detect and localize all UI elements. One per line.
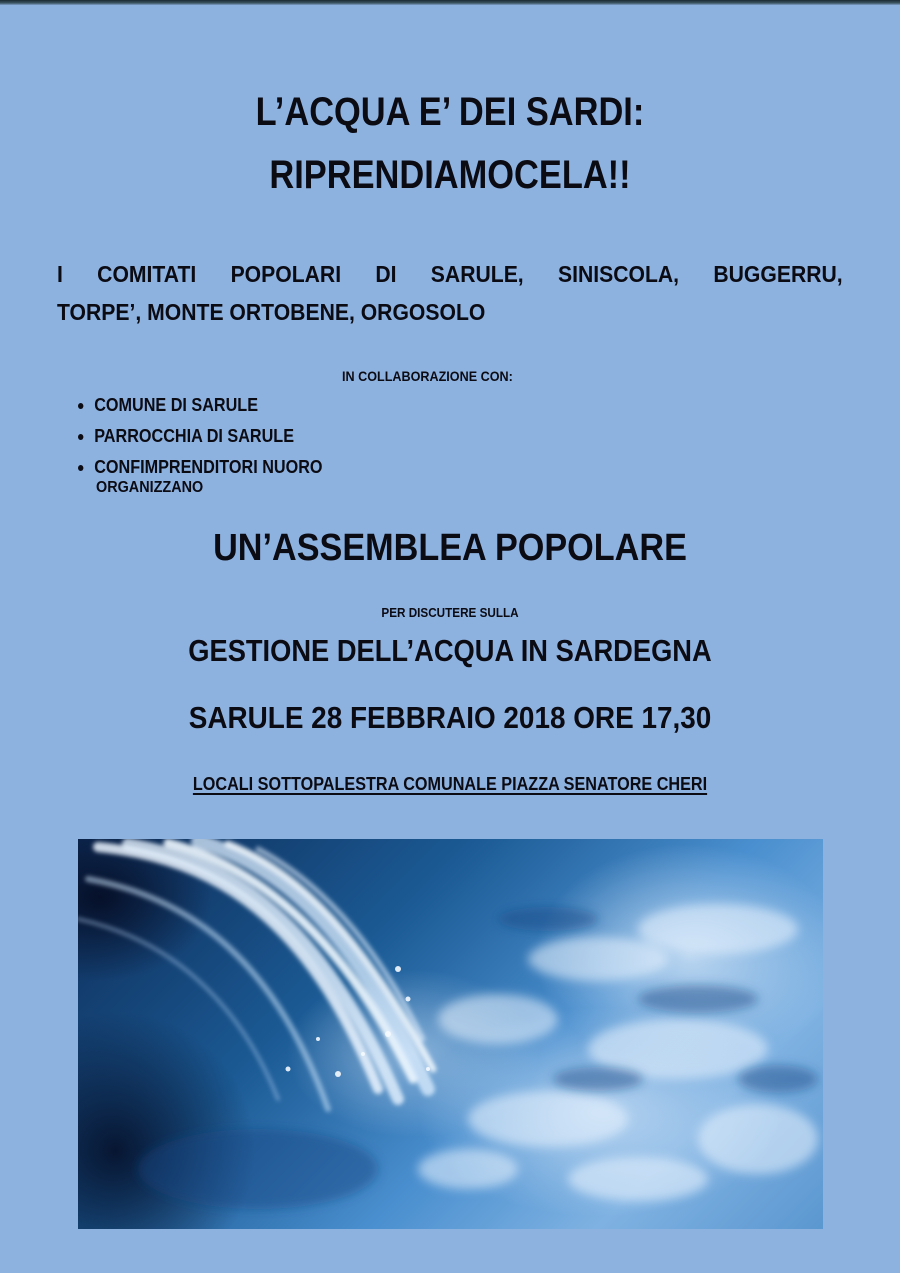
committees-word: SINISCOLA, bbox=[557, 261, 680, 287]
partner-label: CONFIMPRENDITORI NUORO bbox=[94, 457, 323, 477]
committees-word: I bbox=[57, 261, 63, 287]
partner-item bbox=[78, 390, 323, 421]
partners-list bbox=[78, 390, 350, 483]
bullet-icon bbox=[78, 434, 83, 440]
water-texture-icon bbox=[78, 839, 823, 1229]
bullet-icon bbox=[78, 465, 83, 471]
collaboration-label: IN COLLABORAZIONE CON: bbox=[342, 368, 513, 384]
committees-word: BUGGERRU, bbox=[713, 261, 843, 287]
headline-line-1: L’ACQUA E’ DEI SARDI: bbox=[255, 90, 645, 134]
headline-line-2: RIPRENDIAMOCELA!! bbox=[269, 153, 631, 197]
event-datetime: SARULE 28 FEBBRAIO 2018 ORE 17,30 bbox=[188, 700, 712, 735]
event-venue bbox=[45, 774, 855, 795]
committees-line-2: TORPE’, MONTE ORTOBENE, ORGOSOLO bbox=[57, 299, 486, 325]
partner-label: PARROCCHIA DI SARULE bbox=[94, 426, 295, 446]
discuss-label: PER DISCUTERE SULLA bbox=[381, 605, 519, 620]
organize-label: ORGANIZZANO bbox=[96, 479, 204, 496]
committees-word: SARULE, bbox=[430, 261, 524, 287]
partner-label: COMUNE DI SARULE bbox=[94, 395, 259, 415]
event-topic: GESTIONE DELL’ACQUA IN SARDEGNA bbox=[188, 633, 712, 668]
committees-word: DI bbox=[375, 261, 397, 287]
committees-text bbox=[57, 255, 842, 331]
venue-text: LOCALI SOTTOPALESTRA COMUNALE PIAZZA SENATORE CHERI bbox=[192, 774, 708, 794]
event-name: UN’ASSEMBLEA POPOLARE bbox=[213, 527, 687, 569]
partner-item bbox=[78, 421, 323, 452]
top-edge-band bbox=[0, 0, 900, 5]
committees-word: COMITATI bbox=[97, 261, 197, 287]
committees-line-1 bbox=[57, 255, 843, 293]
water-splash-photo bbox=[78, 839, 823, 1229]
bullet-icon bbox=[78, 403, 83, 409]
committees-word: POPOLARI bbox=[230, 261, 342, 287]
